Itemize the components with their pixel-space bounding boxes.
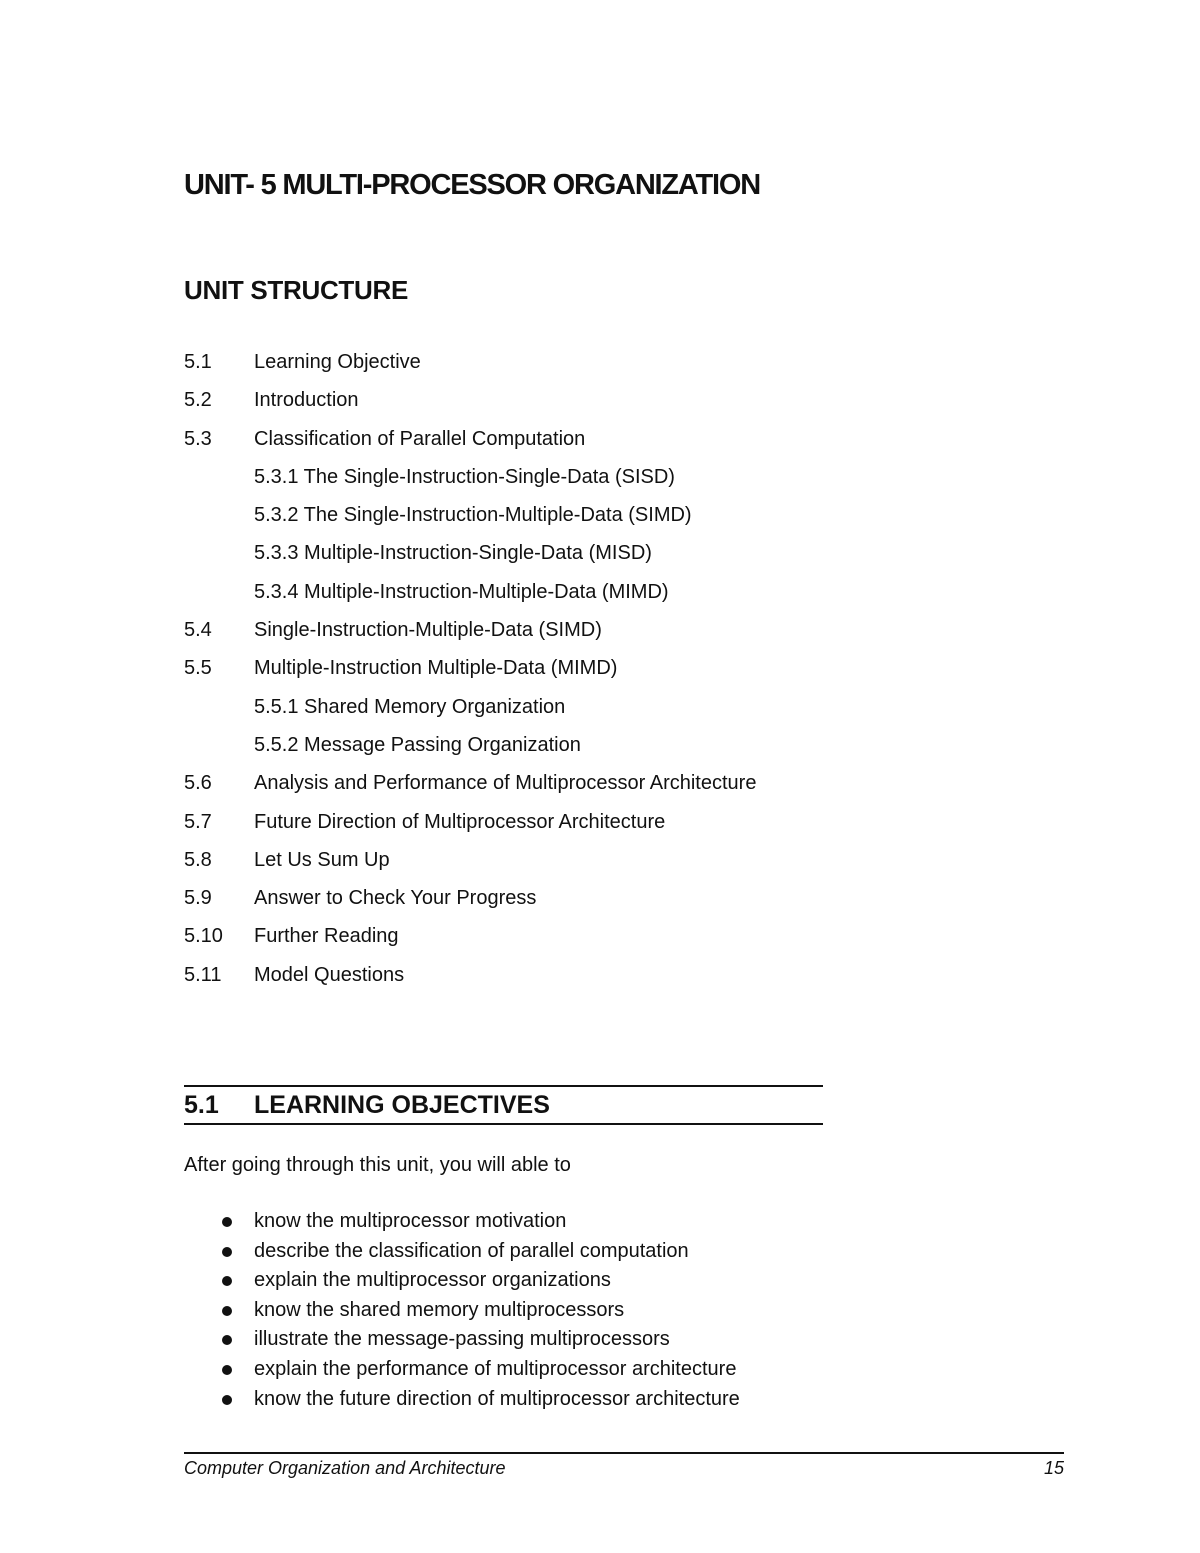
footer-book-title: Computer Organization and Architecture <box>184 1458 506 1478</box>
objective-text: illustrate the message-passing multiprocessors <box>254 1328 670 1351</box>
toc-number: 5.9 <box>184 887 212 910</box>
page-number: 15 <box>1043 1458 1064 1478</box>
toc-item <box>184 611 904 649</box>
toc-label: 5.3.2 The Single-Instruction-Multiple-Data (SIMD) <box>254 504 692 527</box>
bullet-icon <box>222 1217 232 1227</box>
toc-subitem <box>184 573 904 611</box>
toc-label: Single-Instruction-Multiple-Data (SIMD) <box>254 619 602 642</box>
toc-number: 5.3 <box>184 427 212 450</box>
toc-number: 5.7 <box>184 810 212 833</box>
unit-title: UNIT- 5 MULTI-PROCESSOR ORGANIZATION <box>184 169 760 201</box>
toc-item <box>184 420 904 458</box>
toc-subitem <box>184 726 904 764</box>
objective-text: know the multiprocessor motivation <box>254 1210 567 1232</box>
toc-label: Let Us Sum Up <box>254 848 390 871</box>
toc-number: 5.5 <box>184 657 212 680</box>
toc-label: Classification of Parallel Computation <box>254 427 586 450</box>
toc-label: Answer to Check Your Progress <box>254 887 537 910</box>
toc-subitem <box>184 688 904 726</box>
bullet-icon <box>222 1395 232 1405</box>
toc-label: 5.3.1 The Single-Instruction-Single-Data (SISD) <box>254 465 675 488</box>
objective-text: know the future direction of multiprocessor architecture <box>254 1387 740 1410</box>
toc-label: Future Direction of Multiprocessor Architecture <box>254 810 666 833</box>
toc-label: Multiple-Instruction Multiple-Data (MIMD) <box>254 657 618 680</box>
section-divider-top <box>184 1085 823 1087</box>
toc-label: 5.5.1 Shared Memory Organization <box>254 695 566 718</box>
toc-subitem <box>184 534 904 572</box>
section-number: 5.1 <box>184 1091 219 1119</box>
table-of-contents <box>184 343 904 994</box>
toc-item <box>184 649 904 687</box>
toc-item <box>184 841 904 879</box>
toc-label: 5.5.2 Message Passing Organization <box>254 733 581 756</box>
toc-number: 5.2 <box>184 389 212 412</box>
bullet-icon <box>222 1247 232 1257</box>
objective-text: describe the classification of parallel computation <box>254 1239 689 1262</box>
toc-label: Model Questions <box>254 963 405 986</box>
footer-divider <box>184 1452 1064 1454</box>
toc-label: Further Reading <box>254 925 399 948</box>
objective-text: explain the performance of multiprocessor architecture <box>254 1357 737 1380</box>
bullet-icon <box>222 1365 232 1375</box>
bullet-icon <box>222 1335 232 1345</box>
toc-number: 5.10 <box>184 925 223 948</box>
toc-item <box>184 879 904 917</box>
objective-text: know the shared memory multiprocessors <box>254 1298 625 1321</box>
section-divider-bottom <box>184 1123 823 1125</box>
toc-item <box>184 956 904 994</box>
section-intro: After going through this unit, you will able to <box>184 1154 571 1176</box>
toc-label: Analysis and Performance of Multiprocessor Architecture <box>254 772 757 795</box>
toc-subitem <box>184 458 904 496</box>
toc-subitem <box>184 496 904 534</box>
toc-number: 5.1 <box>184 351 212 373</box>
toc-number: 5.8 <box>184 848 212 871</box>
toc-item <box>184 764 904 802</box>
toc-number: 5.6 <box>184 772 212 795</box>
toc-label: 5.3.3 Multiple-Instruction-Single-Data (MISD) <box>254 542 652 565</box>
toc-number: 5.4 <box>184 619 212 642</box>
toc-label: Learning Objective <box>254 351 421 373</box>
objective-text: explain the multiprocessor organizations <box>254 1269 611 1292</box>
toc-item <box>184 381 904 419</box>
toc-item <box>184 803 904 841</box>
section-title: LEARNING OBJECTIVES <box>254 1091 550 1119</box>
bullet-icon <box>222 1276 232 1286</box>
toc-label: Introduction <box>254 389 359 412</box>
toc-item <box>184 917 904 955</box>
toc-label: 5.3.4 Multiple-Instruction-Multiple-Data (MIMD) <box>254 580 669 603</box>
toc-item <box>184 343 904 381</box>
unit-structure-heading: UNIT STRUCTURE <box>184 275 409 305</box>
bullet-icon <box>222 1306 232 1316</box>
toc-number: 5.11 <box>184 963 222 986</box>
